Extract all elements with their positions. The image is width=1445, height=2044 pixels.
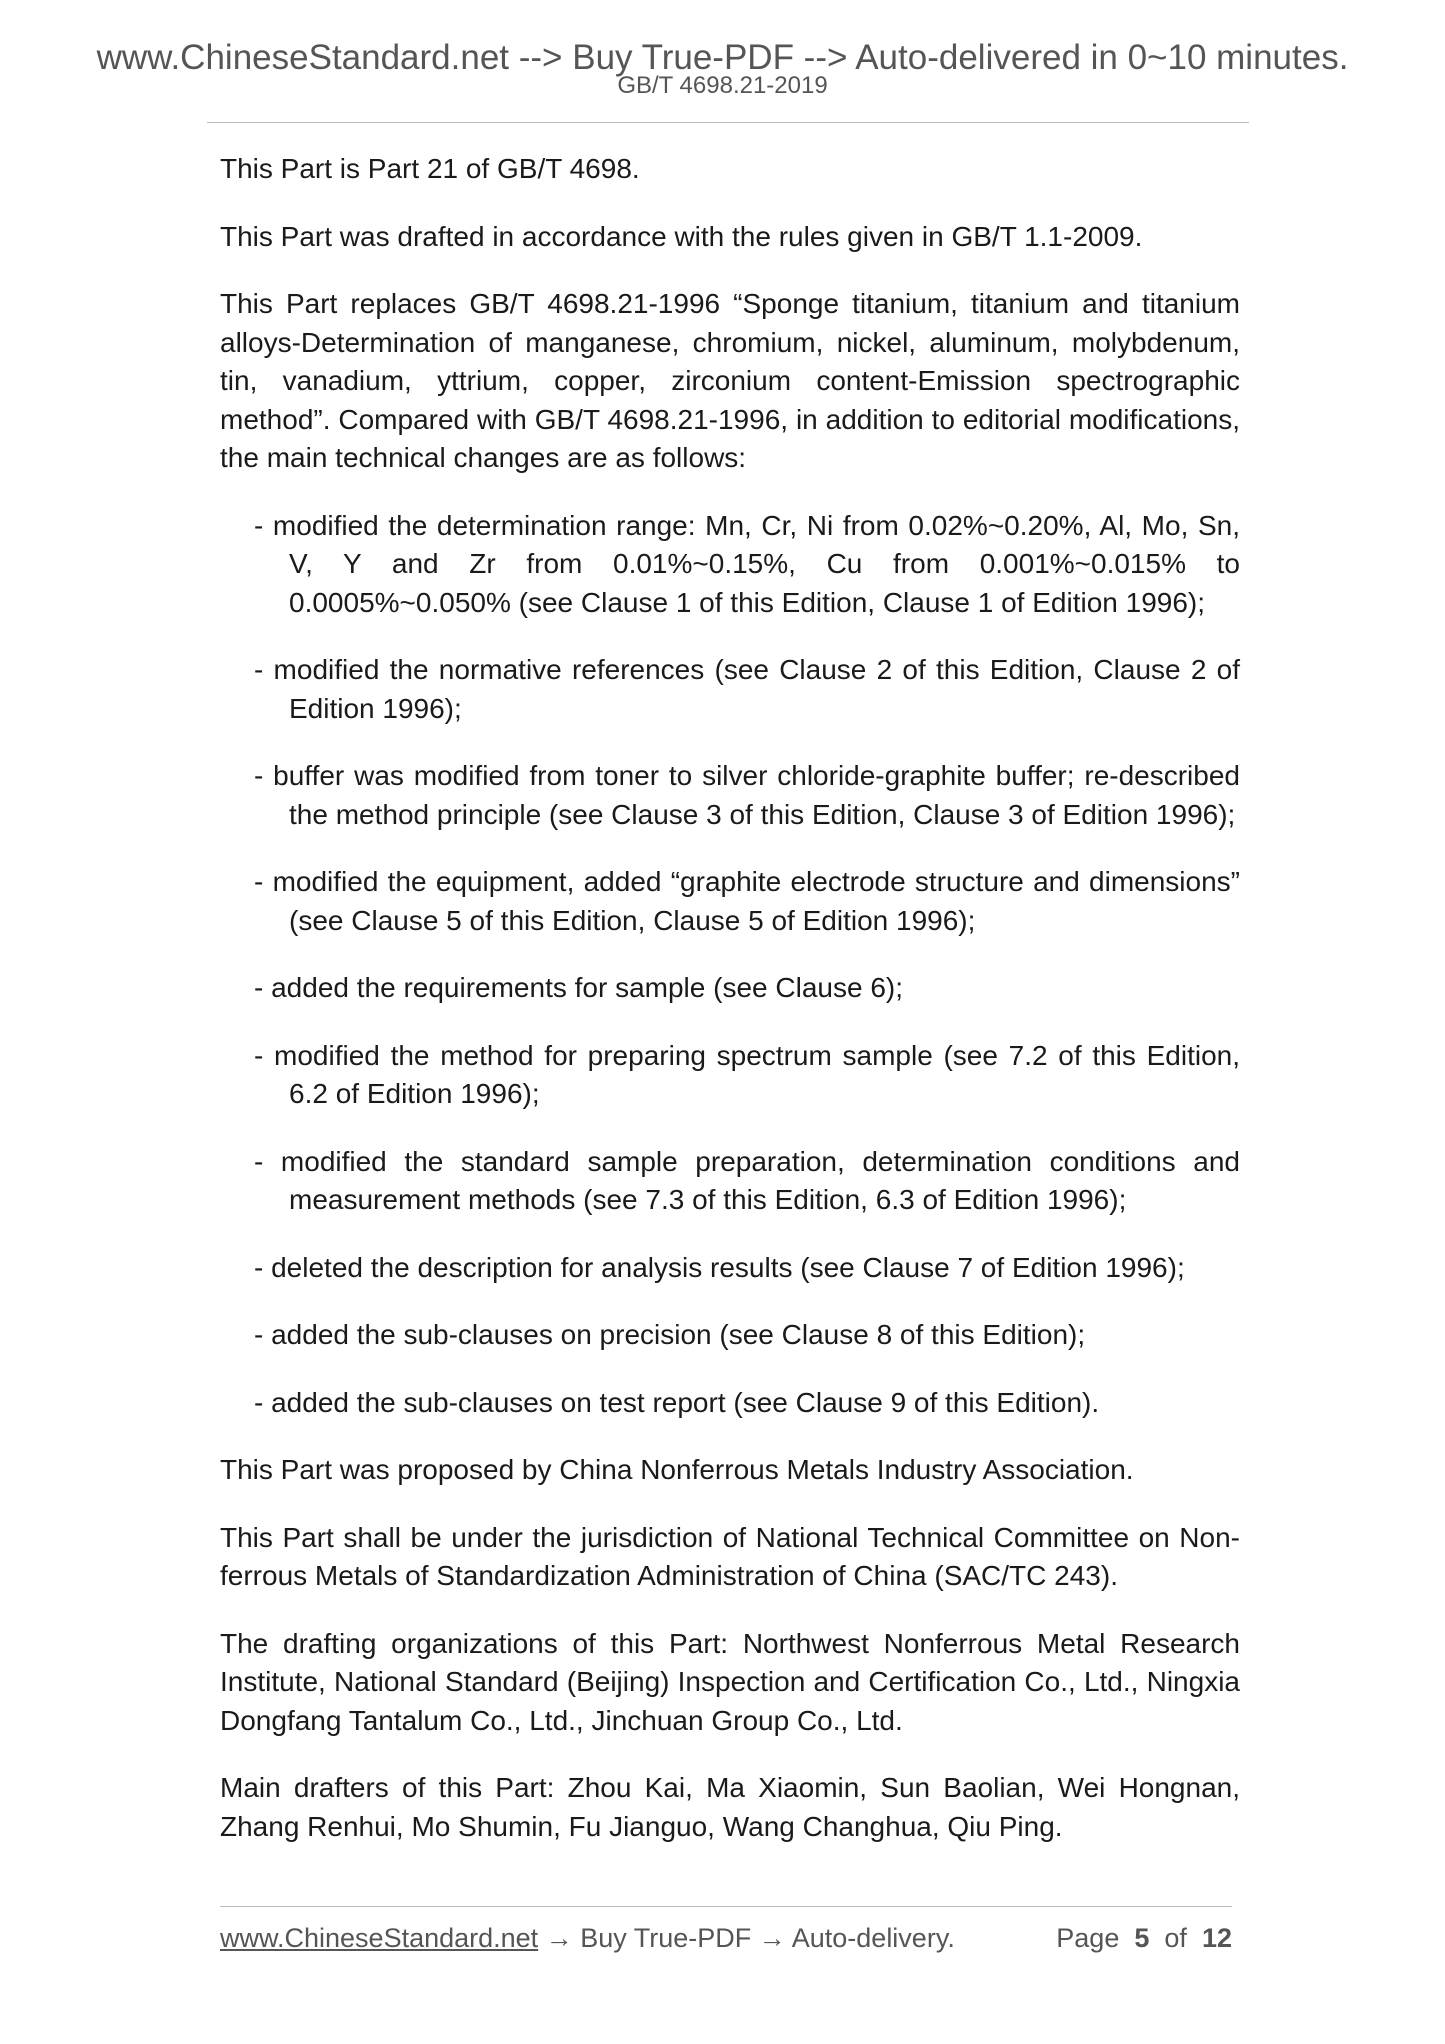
list-item: - deleted the description for analysis results (see Clause 7 of Edition 1996);: [254, 1251, 1185, 1283]
footer-tagline: → Buy True-PDF → Auto-delivery.: [538, 1923, 955, 1953]
footer-divider: [220, 1906, 1232, 1907]
header-divider: [207, 122, 1249, 123]
paragraph-drafting-organizations: The drafting organizations of this Part: Northwest Nonferrous Metal Research Institute, National Standard (Beijing) Inspection and Certification Co., Ltd., Ningxia Dongfang Tantalum Co., Ltd., Jinchuan Group Co., Ltd.: [220, 1627, 1240, 1736]
footer-promo: [220, 1918, 955, 1958]
paragraph-proposer: This Part was proposed by China Nonferrous Metals Industry Association.: [220, 1454, 1134, 1485]
paragraph-replacement: This Part replaces GB/T 4698.21-1996 “Sponge titanium, titanium and titanium alloys-Determination of manganese, chromium, nickel, aluminum, molybdenum, tin, vanadium, yttrium, copper, zirconium content-Emission spectrographic method”. Compared with GB/T 4698.21-1996, in addition to editorial modifications, the main technical changes are as follows:: [220, 288, 1240, 473]
paragraph-main-drafters: Main drafters of this Part: Zhou Kai, Ma Xiaomin, Sun Baolian, Wei Hongnan, Zhang Renhui, Mo Shumin, Fu Jianguo, Wang Changhua, Qiu Ping.: [220, 1772, 1240, 1842]
page-of-label: of: [1164, 1923, 1187, 1953]
paragraph-drafting-rules: This Part was drafted in accordance with the rules given in GB/T 1.1-2009.: [220, 220, 1143, 252]
list-item: - buffer was modified from toner to silver chloride-graphite buffer; re-described the method principle (see Clause 3 of this Edition, Clause 3 of Edition 1996);: [254, 760, 1240, 830]
page-total: 12: [1201, 1923, 1232, 1953]
page-footer: [220, 1918, 1232, 1958]
list-item: - modified the normative references (see Clause 2 of this Edition, Clause 2 of Edition 1996);: [254, 654, 1240, 724]
page-current: 5: [1134, 1923, 1150, 1953]
paragraph-part-number: This Part is Part 21 of GB/T 4698.: [220, 153, 640, 184]
site-banner: www.ChineseStandard.net --> Buy True-PDF --> Auto-delivered in 0~10 minutes.: [96, 38, 1349, 77]
page-label: Page: [1056, 1923, 1120, 1953]
list-item: - modified the equipment, added “graphite electrode structure and dimensions” (see Clause 5 of this Edition, Clause 5 of Edition 1996);: [254, 866, 1240, 936]
changes-list: [220, 507, 1240, 1423]
list-item: - modified the determination range: Mn, Cr, Ni from 0.02%~0.20%, Al, Mo, Sn, V, Y and Zr from 0.01%~0.15%, Cu from 0.001%~0.015% to 0.0005%~0.050% (see Clause 1 of this Edition, Clause 1 of Edition 1996);: [254, 509, 1240, 618]
paragraph-jurisdiction: This Part shall be under the jurisdiction of National Technical Committee on Non-ferrous Metals of Standardization Administration of China (SAC/TC 243).: [220, 1521, 1240, 1591]
list-item: - modified the standard sample preparation, determination conditions and measurement methods (see 7.3 of this Edition, 6.3 of Edition 1996);: [254, 1145, 1240, 1215]
page-body: [220, 150, 1240, 1875]
list-item: - added the requirements for sample (see Clause 6);: [254, 972, 903, 1003]
list-item: - added the sub-clauses on precision (see Clause 8 of this Edition);: [254, 1319, 1086, 1350]
list-item: - modified the method for preparing spectrum sample (see 7.2 of this Edition, 6.2 of Edition 1996);: [254, 1039, 1240, 1109]
document-code: GB/T 4698.21-2019: [617, 72, 828, 99]
page-indicator: [1056, 1918, 1232, 1958]
site-link[interactable]: www.ChineseStandard.net: [220, 1923, 539, 1953]
list-item: - added the sub-clauses on test report (see Clause 9 of this Edition).: [254, 1386, 1100, 1418]
